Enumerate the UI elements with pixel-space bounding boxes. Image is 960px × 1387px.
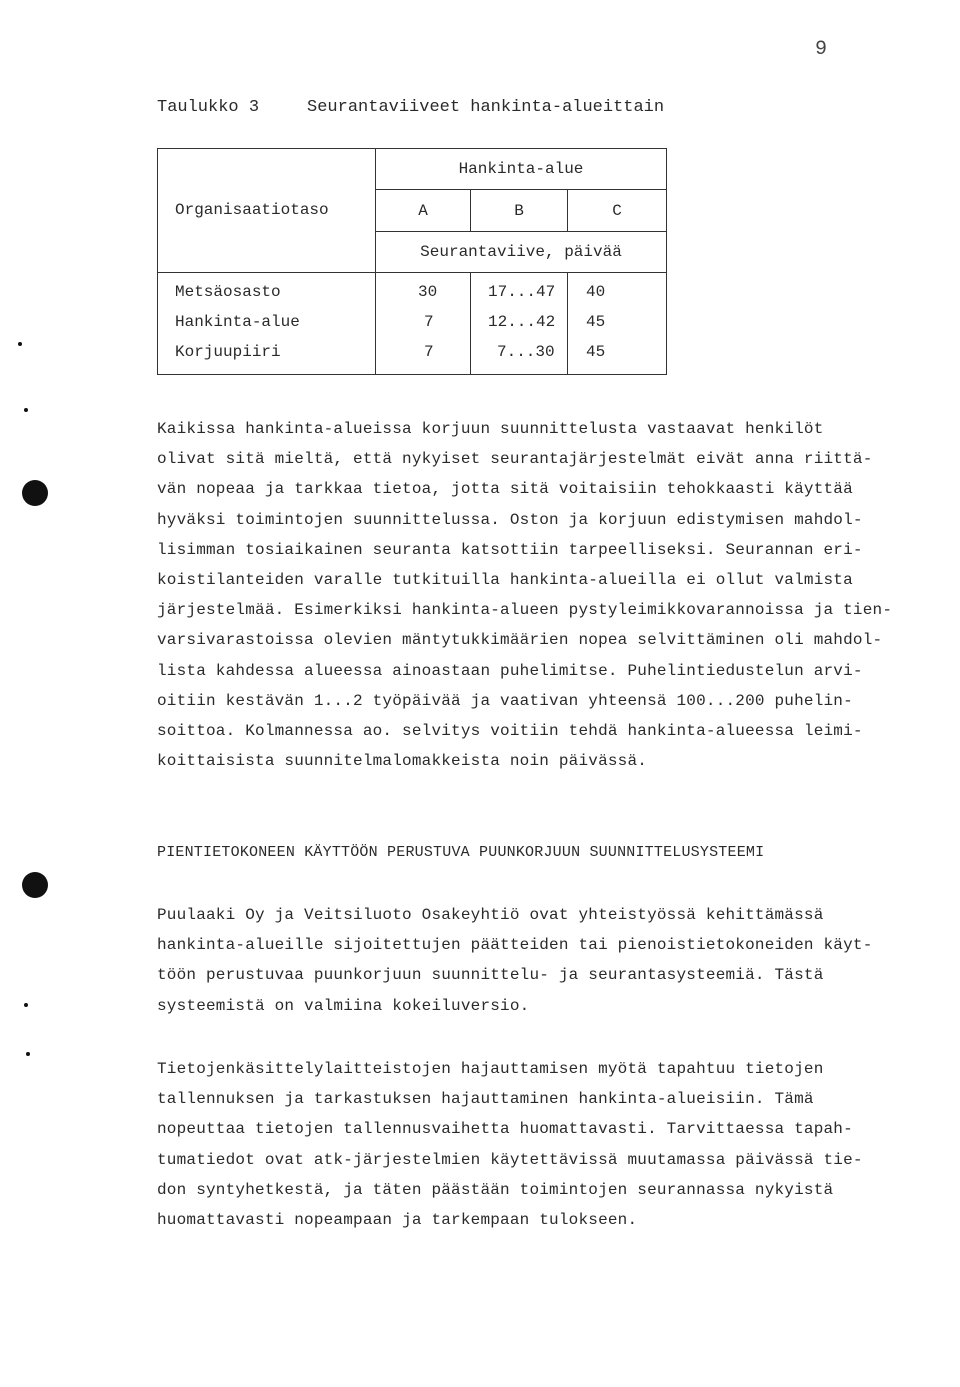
- table-label: Taulukko 3: [157, 98, 260, 117]
- text-line: huomattavasti nopeampaan ja tarkempaan tulokseen.: [157, 1211, 638, 1230]
- columns-rule: [375, 231, 667, 232]
- row-header: Organisaatiotaso: [175, 201, 329, 219]
- punch-hole-mark: [22, 480, 48, 506]
- table-cell: 17...47: [488, 283, 556, 301]
- table-cell: 7...30: [497, 343, 555, 361]
- table-bottom-rule: [157, 374, 667, 375]
- table-cell: 12...42: [488, 313, 556, 331]
- row-label: Hankinta-alue: [175, 313, 300, 331]
- text-line: vän nopeaa ja tarkkaa tietoa, jotta sitä voitaisiin tehokkaasti käyttää: [157, 480, 853, 499]
- scan-speck: [24, 408, 28, 412]
- column-a-b-divider-body: [470, 272, 471, 374]
- punch-hole-mark: [22, 872, 48, 898]
- column-header-b: B: [514, 202, 524, 220]
- table-caption: [157, 98, 664, 117]
- text-line: tumatiedot ovat atk-järjestelmien käytettävissä muutamassa päivässä tie-: [157, 1150, 863, 1169]
- text-line: olivat sitä mieltä, että nykyiset seurantajärjestelmät eivät anna riittä-: [157, 450, 873, 469]
- row-label: Korjuupiiri: [175, 343, 281, 361]
- text-line: hyväksi toimintojen suunnittelussa. Oston ja korjuun edistymisen mahdol-: [157, 510, 863, 529]
- text-line: hankinta-alueille sijoitettujen päätteiden tai pienoistietokoneiden käyt-: [157, 936, 873, 955]
- text-line: töön perustuvaa puunkorjuun suunnittelu- ja seurantasysteemiä. Tästä: [157, 966, 824, 985]
- text-line: lista kahdessa alueessa ainoastaan puhelimitse. Puhelintiedustelun arvi-: [157, 661, 863, 680]
- table-top-rule: [157, 148, 667, 149]
- text-line: oitiin kestävän 1...2 työpäivää ja vaativan yhteensä 100...200 puhelin-: [157, 691, 853, 710]
- column-b-c-divider-body: [567, 272, 568, 374]
- table-cell: 40: [586, 283, 606, 301]
- column-header-a: A: [418, 202, 428, 220]
- table-left-border: [157, 148, 158, 374]
- text-line: järjestelmää. Esimerkiksi hankinta-alueen pystyleimikkovarannoissa ja tien-: [157, 601, 893, 620]
- page-number: 9: [815, 38, 828, 61]
- text-line: Kaikissa hankinta-alueissa korjuun suunnittelusta vastaavat henkilöt: [157, 420, 824, 438]
- stub-column-divider: [375, 148, 376, 374]
- group-header-rule: [375, 189, 667, 190]
- text-line: Puulaaki Oy ja Veitsiluoto Osakeyhtiö ovat yhteistyössä kehittämässä: [157, 906, 824, 924]
- text-line: koittaisista suunnitelmalomakkeista noin päivässä.: [157, 752, 648, 771]
- text-line: lisimman tosiaikainen seuranta katsottiin tarpeelliseksi. Seurannan eri-: [157, 540, 863, 559]
- scan-speck: [18, 342, 22, 346]
- paragraph-lag-findings: [157, 414, 897, 776]
- row-label: Metsäosasto: [175, 283, 281, 301]
- table-cell: 45: [586, 313, 606, 331]
- section-heading: PIENTIETOKONEEN KÄYTTÖÖN PERUSTUVA PUUNKORJUUN SUUNNITTELUSYSTEEMI: [157, 844, 765, 861]
- table-cell: 7: [424, 313, 434, 331]
- text-line: don syntyhetkestä, ja täten päästään toimintojen seurannassa nykyistä: [157, 1180, 834, 1199]
- column-header-c: C: [612, 202, 622, 220]
- text-line: tallennuksen ja tarkastuksen hajauttaminen hankinta-alueisiin. Tämä: [157, 1090, 814, 1109]
- text-line: koistilanteiden varalle tutkituilla hankinta-alueilla ei ollut valmista: [157, 571, 853, 590]
- table-cell: 7: [424, 343, 434, 361]
- scan-speck: [24, 1003, 28, 1007]
- text-line: Tietojenkäsittelylaitteistojen hajauttamisen myötä tapahtuu tietojen: [157, 1060, 824, 1078]
- table-cell: 30: [418, 283, 438, 301]
- unit-header: Seurantaviive, päivää: [420, 243, 622, 261]
- table-right-border: [666, 148, 667, 374]
- paragraph-system-intro: [157, 900, 897, 1021]
- text-line: nopeuttaa tietojen tallennusvaihetta huomattavasti. Tarvittaessa tapah-: [157, 1120, 853, 1139]
- header-bottom-rule: [157, 272, 667, 273]
- table-cell: 45: [586, 343, 606, 361]
- text-line: soittoa. Kolmannessa ao. selvitys voitiin tehdä hankinta-alueessa leimi-: [157, 722, 863, 741]
- group-header: Hankinta-alue: [458, 160, 584, 178]
- scan-speck: [26, 1052, 30, 1056]
- paragraph-decentralization: [157, 1054, 897, 1235]
- table-title: Seurantaviiveet hankinta-alueittain: [307, 98, 665, 117]
- text-line: varsivarastoissa olevien mäntytukkimäärien nopea selvittäminen oli mahdol-: [157, 631, 883, 650]
- text-line: systeemistä on valmiina kokeiluversio.: [157, 996, 530, 1015]
